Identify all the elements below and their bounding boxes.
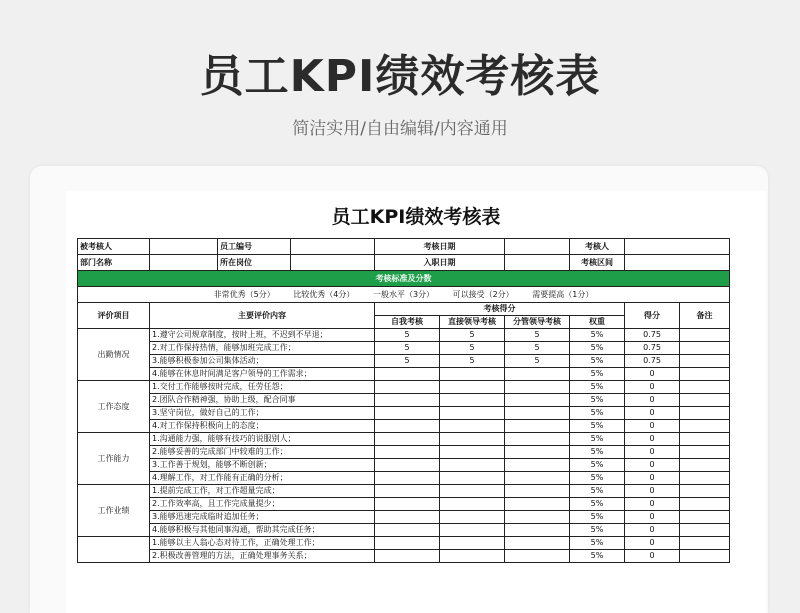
remark-cell[interactable] xyxy=(680,368,730,381)
table-row xyxy=(78,433,730,446)
self-score-cell[interactable] xyxy=(375,537,440,550)
weight-cell: 5% xyxy=(570,394,625,407)
self-score-cell[interactable] xyxy=(375,394,440,407)
remark-cell[interactable] xyxy=(680,485,730,498)
exam-date-label: 考核日期 xyxy=(375,239,505,255)
self-score-cell[interactable] xyxy=(375,446,440,459)
self-score-cell[interactable] xyxy=(375,472,440,485)
score-cell: 0 xyxy=(625,537,680,550)
score-cell: 0.75 xyxy=(625,342,680,355)
weight-cell: 5% xyxy=(570,498,625,511)
table-row xyxy=(78,550,730,563)
score-cell: 0 xyxy=(625,381,680,394)
col-self: 自我考核 xyxy=(375,316,440,329)
weight-cell: 5% xyxy=(570,459,625,472)
self-score-cell[interactable]: 5 xyxy=(375,329,440,342)
weight-cell: 5% xyxy=(570,524,625,537)
direct-score-cell[interactable] xyxy=(440,368,505,381)
col-remark: 备注 xyxy=(680,303,730,329)
banner-subtitle: 简洁实用/自由编辑/内容通用 xyxy=(292,119,508,139)
col-score-group: 考核得分 xyxy=(375,303,625,316)
score-levels xyxy=(78,287,730,303)
weight-cell: 5% xyxy=(570,368,625,381)
division-score-cell[interactable] xyxy=(505,537,570,550)
content-cell: 3.能够积极参加公司集体活动； xyxy=(150,355,375,368)
direct-score-cell[interactable] xyxy=(440,433,505,446)
weight-cell: 5% xyxy=(570,329,625,342)
info-row-2 xyxy=(78,255,730,271)
hire-date-value[interactable] xyxy=(505,255,570,271)
table-row xyxy=(78,329,730,342)
direct-score-cell[interactable] xyxy=(440,524,505,537)
examiner-value[interactable] xyxy=(625,239,730,255)
weight-cell: 5% xyxy=(570,420,625,433)
level-1: 非常优秀（5分） xyxy=(213,290,275,299)
table-row xyxy=(78,498,730,511)
direct-score-cell[interactable] xyxy=(440,511,505,524)
self-score-cell[interactable] xyxy=(375,550,440,563)
level-3: 一般水平（3分） xyxy=(372,290,435,299)
table-row xyxy=(78,524,730,537)
score-cell: 0 xyxy=(625,550,680,563)
division-score-cell[interactable] xyxy=(505,368,570,381)
department-value[interactable] xyxy=(150,255,218,271)
self-score-cell[interactable]: 5 xyxy=(375,342,440,355)
remark-cell[interactable] xyxy=(680,394,730,407)
position-label: 所在岗位 xyxy=(218,255,291,271)
remark-cell[interactable] xyxy=(680,329,730,342)
content-cell: 4.理解工作，对工作能有正确的分析； xyxy=(150,472,375,485)
content-cell: 3.坚守岗位，做好自己的工作； xyxy=(150,407,375,420)
weight-cell: 5% xyxy=(570,342,625,355)
department-label: 部门名称 xyxy=(78,255,150,271)
weight-cell: 5% xyxy=(570,511,625,524)
direct-score-cell[interactable] xyxy=(440,394,505,407)
table-row xyxy=(78,355,730,368)
division-score-cell[interactable] xyxy=(505,472,570,485)
exam-period-value[interactable] xyxy=(625,255,730,271)
examinee-value[interactable] xyxy=(150,239,218,255)
sheet-title: 员工KPI绩效考核表 xyxy=(331,206,501,228)
section-title: 考核标准及分数 xyxy=(78,271,730,287)
remark-cell[interactable] xyxy=(680,472,730,485)
self-score-cell[interactable] xyxy=(375,368,440,381)
col-score: 得分 xyxy=(625,303,680,329)
self-score-cell[interactable] xyxy=(375,381,440,394)
content-cell: 1.交付工作能够按时完成，任劳任怨； xyxy=(150,381,375,394)
info-row-1 xyxy=(78,239,730,255)
group-name: 工作态度 xyxy=(78,381,150,433)
division-score-cell[interactable] xyxy=(505,550,570,563)
table-row xyxy=(78,407,730,420)
remark-cell[interactable] xyxy=(680,446,730,459)
content-cell: 1.提前完成工作，对工作超量完成； xyxy=(150,485,375,498)
position-value[interactable] xyxy=(291,255,375,271)
self-score-cell[interactable] xyxy=(375,511,440,524)
division-score-cell[interactable] xyxy=(505,433,570,446)
direct-score-cell[interactable] xyxy=(440,381,505,394)
level-2: 比较优秀（4分） xyxy=(293,290,355,299)
remark-cell[interactable] xyxy=(680,342,730,355)
preview-card xyxy=(30,166,768,613)
weight-cell: 5% xyxy=(570,446,625,459)
weight-cell: 5% xyxy=(570,355,625,368)
score-cell: 0 xyxy=(625,407,680,420)
remark-cell[interactable] xyxy=(680,524,730,537)
score-cell: 0 xyxy=(625,498,680,511)
examiner-label: 考核人 xyxy=(570,239,625,255)
division-score-cell[interactable] xyxy=(505,459,570,472)
content-cell: 4.能够积极与其他同事沟通，帮助其完成任务； xyxy=(150,524,375,537)
score-cell: 0 xyxy=(625,394,680,407)
table-row xyxy=(78,394,730,407)
group-name: 工作能力 xyxy=(78,433,150,485)
division-score-cell[interactable] xyxy=(505,394,570,407)
direct-score-cell[interactable] xyxy=(440,407,505,420)
remark-cell[interactable] xyxy=(680,459,730,472)
hire-date-label: 入职日期 xyxy=(375,255,505,271)
table-row xyxy=(78,537,730,550)
content-cell: 2.积极改善管理的方法，正确处理事务关系； xyxy=(150,550,375,563)
score-cell: 0 xyxy=(625,485,680,498)
direct-score-cell[interactable]: 5 xyxy=(440,329,505,342)
division-score-cell[interactable]: 5 xyxy=(505,342,570,355)
col-item: 评价项目 xyxy=(78,303,150,329)
examinee-label: 被考核人 xyxy=(78,239,150,255)
content-cell: 4.对工作保持积极向上的态度； xyxy=(150,420,375,433)
direct-score-cell[interactable] xyxy=(440,550,505,563)
remark-cell[interactable] xyxy=(680,498,730,511)
division-score-cell[interactable] xyxy=(505,485,570,498)
direct-score-cell[interactable] xyxy=(440,446,505,459)
remark-cell[interactable] xyxy=(680,407,730,420)
remark-cell[interactable] xyxy=(680,355,730,368)
exam-period-label: 考核区间 xyxy=(570,255,625,271)
division-score-cell[interactable] xyxy=(505,524,570,537)
direct-score-cell[interactable] xyxy=(440,459,505,472)
weight-cell: 5% xyxy=(570,381,625,394)
table-row xyxy=(78,446,730,459)
remark-cell[interactable] xyxy=(680,511,730,524)
direct-score-cell[interactable] xyxy=(440,472,505,485)
group-name xyxy=(78,537,150,563)
section-header-row xyxy=(78,271,730,287)
table-row xyxy=(78,342,730,355)
content-cell: 1.遵守公司规章制度，按时上班，不迟到不早退； xyxy=(150,329,375,342)
remark-cell[interactable] xyxy=(680,550,730,563)
employee-id-label: 员工编号 xyxy=(218,239,291,255)
division-score-cell[interactable] xyxy=(505,511,570,524)
content-cell: 3.能够迅速完成临时追加任务； xyxy=(150,511,375,524)
weight-cell: 5% xyxy=(570,485,625,498)
direct-score-cell[interactable]: 5 xyxy=(440,342,505,355)
header-row-1 xyxy=(78,303,730,316)
score-cell: 0 xyxy=(625,433,680,446)
col-division: 分管领导考核 xyxy=(505,316,570,329)
col-weight: 权重 xyxy=(570,316,625,329)
remark-cell[interactable] xyxy=(680,433,730,446)
score-cell: 0 xyxy=(625,368,680,381)
self-score-cell[interactable] xyxy=(375,524,440,537)
direct-score-cell[interactable] xyxy=(440,498,505,511)
levels-row xyxy=(78,287,730,303)
weight-cell: 5% xyxy=(570,433,625,446)
table-row xyxy=(78,420,730,433)
level-5: 需要提高（1分） xyxy=(532,290,594,299)
self-score-cell[interactable] xyxy=(375,407,440,420)
remark-cell[interactable] xyxy=(680,420,730,433)
kpi-table xyxy=(77,238,730,563)
weight-cell: 5% xyxy=(570,407,625,420)
direct-score-cell[interactable] xyxy=(440,420,505,433)
score-cell: 0 xyxy=(625,459,680,472)
table-row xyxy=(78,459,730,472)
self-score-cell[interactable] xyxy=(375,485,440,498)
score-cell: 0.75 xyxy=(625,355,680,368)
content-cell: 3.工作善于规划，能够不断创新； xyxy=(150,459,375,472)
level-4: 可以接受（2分） xyxy=(452,290,514,299)
content-cell: 2.工作效率高，且工作完成量提少； xyxy=(150,498,375,511)
content-cell: 2.对工作保持热情，能够加班完成工作； xyxy=(150,342,375,355)
score-cell: 0 xyxy=(625,524,680,537)
division-score-cell[interactable] xyxy=(505,446,570,459)
self-score-cell[interactable] xyxy=(375,498,440,511)
score-cell: 0 xyxy=(625,472,680,485)
score-cell: 0 xyxy=(625,420,680,433)
spreadsheet-page xyxy=(66,191,766,613)
group-name: 工作业绩 xyxy=(78,485,150,537)
content-cell: 4.能够在休息时间满足客户领导的工作需求； xyxy=(150,368,375,381)
table-row xyxy=(78,472,730,485)
weight-cell: 5% xyxy=(570,537,625,550)
division-score-cell[interactable]: 5 xyxy=(505,329,570,342)
score-cell: 0 xyxy=(625,511,680,524)
division-score-cell[interactable] xyxy=(505,407,570,420)
table-row xyxy=(78,485,730,498)
direct-score-cell[interactable] xyxy=(440,537,505,550)
content-cell: 2.团队合作精神强，协助上级，配合同事 xyxy=(150,394,375,407)
division-score-cell[interactable]: 5 xyxy=(505,355,570,368)
table-row xyxy=(78,511,730,524)
division-score-cell[interactable] xyxy=(505,420,570,433)
weight-cell: 5% xyxy=(570,472,625,485)
score-cell: 0 xyxy=(625,446,680,459)
remark-cell[interactable] xyxy=(680,381,730,394)
group-name: 出勤情况 xyxy=(78,329,150,381)
table-row xyxy=(78,381,730,394)
self-score-cell[interactable] xyxy=(375,433,440,446)
employee-id-value[interactable] xyxy=(291,239,375,255)
exam-date-value[interactable] xyxy=(505,239,570,255)
remark-cell[interactable] xyxy=(680,537,730,550)
score-cell: 0.75 xyxy=(625,329,680,342)
content-cell: 1.沟通能力强，能够有技巧的说服别人； xyxy=(150,433,375,446)
division-score-cell[interactable] xyxy=(505,381,570,394)
direct-score-cell[interactable] xyxy=(440,485,505,498)
table-row xyxy=(78,368,730,381)
weight-cell: 5% xyxy=(570,550,625,563)
banner-title: 员工KPI绩效考核表 xyxy=(199,51,601,102)
col-content: 主要评价内容 xyxy=(150,303,375,329)
self-score-cell[interactable] xyxy=(375,459,440,472)
content-cell: 1.能够以主人翁心态对待工作，正确处理工作； xyxy=(150,537,375,550)
content-cell: 2.能够妥善的完成部门中较难的工作； xyxy=(150,446,375,459)
col-direct: 直接领导考核 xyxy=(440,316,505,329)
division-score-cell[interactable] xyxy=(505,498,570,511)
self-score-cell[interactable]: 5 xyxy=(375,355,440,368)
self-score-cell[interactable] xyxy=(375,420,440,433)
direct-score-cell[interactable]: 5 xyxy=(440,355,505,368)
